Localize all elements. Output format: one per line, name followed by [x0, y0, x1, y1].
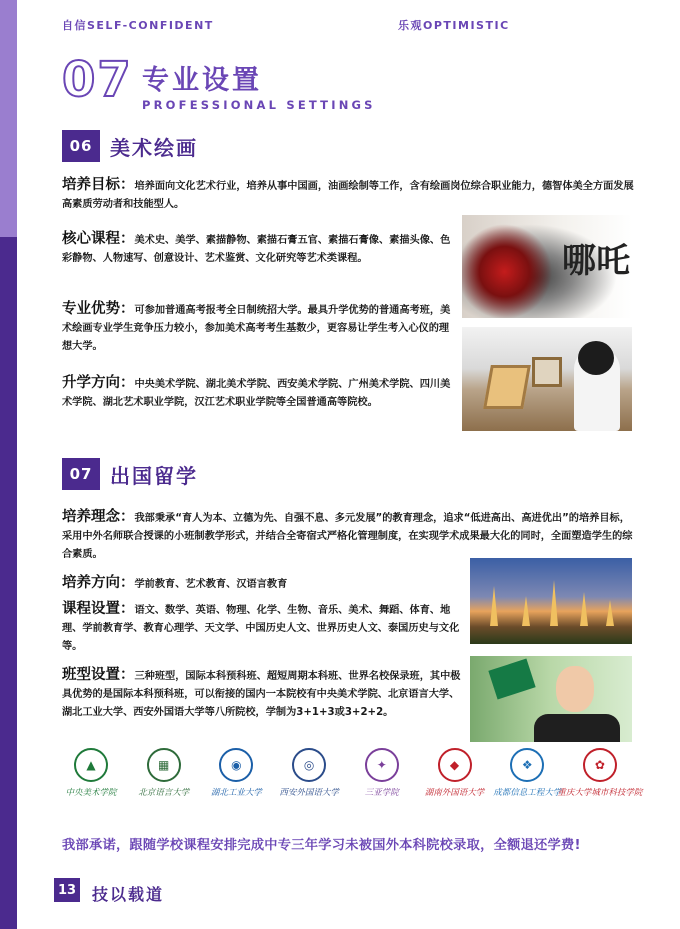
palace-spire	[580, 592, 588, 626]
palace-spire	[550, 580, 558, 626]
art-goal-paragraph	[62, 176, 634, 214]
palace-spire	[490, 586, 498, 626]
easel-canvas	[532, 357, 562, 387]
student-hair	[578, 341, 614, 375]
page-number: 13	[54, 878, 80, 902]
art-advantage-paragraph	[62, 300, 457, 356]
graduate-image	[470, 656, 632, 742]
art-direction-text: 中央美术学院、湖北美术学院、西安美术学院、广州美术学院、四川美术学院、湖北艺术职业学院，汉江艺术职业学院等全国普通高等院校。	[62, 379, 451, 408]
section-abroad-header	[62, 458, 198, 490]
art-courses-label: 核心课程：	[62, 231, 135, 247]
university-seal-icon: ◉	[219, 748, 253, 782]
art-class-image	[462, 327, 632, 431]
abroad-courses-paragraph	[62, 600, 462, 656]
ink-painting-calligraphy: 哪吒	[562, 241, 630, 281]
university-seal-icon: ▲	[74, 748, 108, 782]
art-goal-label: 培养目标：	[62, 177, 135, 193]
left-accent-bar-light	[0, 0, 17, 237]
university-name: 西安外国语大学	[279, 788, 339, 798]
art-direction-label: 升学方向：	[62, 375, 135, 391]
thai-palace-image	[470, 558, 632, 644]
palace-spire	[606, 600, 614, 626]
university-seal-icon: ▦	[147, 748, 181, 782]
section-art-title: 美术绘画	[110, 135, 198, 160]
university-name: 重庆大学城市科技学院	[557, 788, 643, 798]
art-direction-paragraph	[62, 374, 457, 412]
easel-canvas	[483, 365, 531, 409]
refund-promise: 我部承诺，跟随学校课程安排完成中专三年学习未被国外本科院校录取，全额退还学费!	[62, 838, 581, 853]
university-seal-icon: ◎	[292, 748, 326, 782]
university-name: 湖北工业大学	[210, 788, 262, 798]
university-name: 成都信息工程大学	[493, 788, 562, 798]
section-abroad-number: 07	[62, 458, 100, 490]
university-logo	[131, 748, 197, 798]
graduation-gown	[534, 714, 620, 742]
header-left-tag: 自信SELF-CONFIDENT	[62, 19, 214, 32]
university-name: 中央美术学院	[65, 788, 117, 798]
university-name: 三亚学院	[364, 788, 399, 798]
section-abroad-title: 出国留学	[110, 463, 198, 488]
university-logo	[58, 748, 124, 798]
university-logo	[276, 748, 342, 798]
footer-title: 技以载道	[92, 885, 165, 904]
abroad-class-paragraph	[62, 666, 462, 722]
graduate-face	[556, 666, 594, 712]
abroad-direction-text: 学前教育、艺术教育、汉语言教育	[134, 579, 288, 590]
page-subtitle: PROFESSIONAL SETTINGS	[142, 98, 376, 112]
art-courses-paragraph	[62, 230, 457, 268]
abroad-concept-text: 我部秉承“育人为本、立德为先、自强不息、多元发展”的教育理念，追求“低进高出、高进优出”的培养目标，采用中外名师联合授课的小班制教学形式，并结合全寄宿式严格化管理制度，在实现学术成果最大化的同时，全面塑造学生的综合素质。	[62, 513, 633, 560]
university-seal-icon: ✦	[365, 748, 399, 782]
page-title: 专业设置	[142, 65, 262, 96]
university-logo	[494, 748, 560, 798]
university-logos-row	[58, 748, 643, 810]
left-accent-bar-dark	[0, 237, 17, 929]
abroad-courses-label: 课程设置：	[62, 601, 135, 617]
abroad-direction-label: 培养方向：	[62, 575, 135, 591]
section-art-number: 06	[62, 130, 100, 162]
university-logo	[557, 748, 643, 798]
art-courses-text: 美术史、美学、素描静物、素描石膏五官、素描石膏像、素描头像、色彩静物、人物速写、创意设计、艺术鉴赏、文化研究等艺术类课程。	[62, 235, 451, 264]
university-seal-icon: ❖	[510, 748, 544, 782]
art-advantage-text: 可参加普通高考报考全日制统招大学。最具升学优势的普通高考班，美术绘画专业学生竞争压力较小，参加美术高考考生基数少，更容易让学生考入心仪的理想大学。	[62, 305, 451, 352]
university-name: 北京语言大学	[138, 788, 190, 798]
abroad-concept-label: 培养理念：	[62, 509, 135, 525]
university-seal-icon: ◆	[438, 748, 472, 782]
abroad-class-text: 三种班型，国际本科预科班、超短周期本科班、世界名校保录班，其中极具优势的是国际本科预科班，可以衔接的国内一本院校有中央美术学院、北京语言大学、湖北工业大学、西安外国语大学等八所院校，学制为3+1+3或3+2+2。	[62, 671, 461, 718]
palace-spire	[522, 596, 530, 626]
graduation-cap	[488, 659, 535, 700]
university-seal-icon: ✿	[583, 748, 617, 782]
chapter-number: 07	[62, 52, 133, 108]
section-art-header	[62, 130, 198, 162]
ink-painting-image	[462, 215, 632, 318]
art-goal-text: 培养面向文化艺术行业，培养从事中国画，油画绘制等工作，含有绘画岗位综合职业能力，德智体美全方面发展高素质劳动者和技能型人。	[62, 181, 634, 210]
abroad-courses-text: 语文、数学、英语、物理、化学、生物、音乐、美术、舞蹈、体育、地理、学前教育学、教育心理学、天文学、中国历史人文、世界历史人文、泰国历史与文化等。	[62, 605, 460, 652]
university-logo	[422, 748, 488, 798]
abroad-direction-paragraph	[62, 574, 462, 594]
header-right-tag: 乐观OPTIMISTIC	[398, 19, 510, 32]
university-name: 湖南外国语大学	[424, 788, 485, 798]
university-logo	[203, 748, 269, 798]
abroad-class-label: 班型设置：	[62, 667, 135, 683]
abroad-concept-paragraph	[62, 508, 634, 564]
art-advantage-label: 专业优势：	[62, 301, 135, 317]
university-logo	[349, 748, 415, 798]
